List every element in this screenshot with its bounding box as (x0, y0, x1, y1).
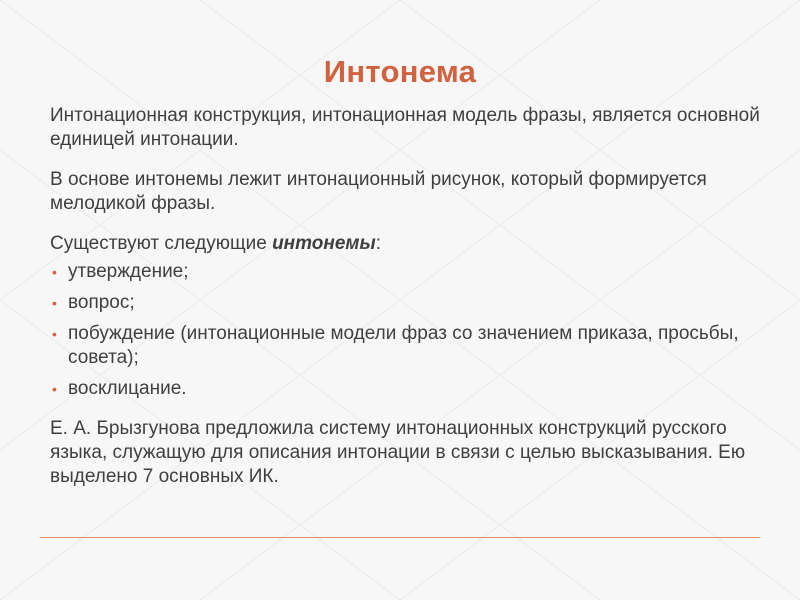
slide-content (50, 104, 760, 505)
list-item-text: восклицание. (68, 378, 187, 399)
bullet-icon: • (52, 381, 57, 397)
list-item (50, 322, 760, 370)
list-item (50, 260, 760, 284)
list-item (50, 291, 760, 315)
bullet-icon: • (52, 264, 57, 280)
slide-title: Интонема (323, 54, 477, 89)
list-item-text: вопрос; (68, 292, 135, 313)
paragraph-definition: Интонационная конструкция, интонационная модель фразы, является основной единицей интонации. (50, 105, 760, 150)
list-intro (50, 232, 760, 256)
list-intro-suffix: : (375, 233, 381, 254)
intoneme-list (50, 260, 760, 401)
bullet-icon: • (52, 295, 57, 311)
list-item (50, 377, 760, 401)
paragraph-basis: В основе интонемы лежит интонационный рисунок, который формируется мелодикой фразы. (50, 169, 707, 214)
list-item-text: побуждение (интонационные модели фраз со значением приказа, просьбы, совета); (68, 323, 739, 368)
bullet-icon: • (52, 326, 57, 342)
paragraph-bryzgunova: Е. А. Брызгунова предложила систему интонационных конструкций русского языка, служащую для описания интонации в связи с целью высказывания. Ею выделено 7 основных ИК. (50, 418, 746, 487)
list-intro-term: интонемы (272, 233, 376, 254)
list-item-text: утверждение; (68, 261, 189, 282)
footer-divider (40, 537, 760, 538)
list-intro-prefix: Существуют следующие (50, 233, 273, 254)
